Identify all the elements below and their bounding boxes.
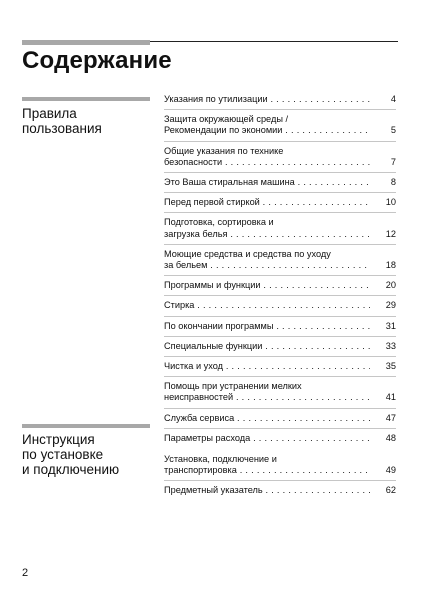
toc-entry-page: 49 [385, 465, 396, 476]
toc-entry[interactable] [164, 485, 396, 496]
toc-separator [164, 172, 396, 173]
toc-entry-line1: Указания по утилизации . . . [164, 94, 370, 105]
toc-entry-line2: неисправностей . . . [164, 392, 370, 403]
section-heading-installation: Инструкция по установке и подключению [22, 432, 120, 477]
toc-entry-page: 12 [385, 228, 396, 239]
toc-entry-title [164, 114, 370, 136]
section-heading-usage: Правила пользования [22, 106, 102, 136]
toc-entry-line1: Служба сервиса . . . [164, 413, 370, 424]
toc-entry[interactable] [164, 146, 396, 168]
toc-separator [164, 275, 396, 276]
section2-rule [22, 424, 150, 428]
toc-entry-page: 10 [385, 197, 396, 208]
toc-entry[interactable] [164, 177, 396, 188]
toc-entry-page: 62 [385, 485, 396, 496]
toc-entry-title [164, 341, 370, 352]
toc-entry[interactable] [164, 217, 396, 239]
toc-entry-title [164, 454, 370, 476]
toc-entry-line1: Защита окружающей среды / [164, 114, 289, 125]
toc-entry-title [164, 197, 370, 208]
toc-entry[interactable] [164, 249, 396, 271]
toc-separator [164, 408, 396, 409]
toc-separator [164, 109, 396, 110]
toc-separator [164, 141, 396, 142]
toc-entry-line1: Это Ваша стиральная машина . . . [164, 177, 370, 188]
toc-entry-page: 48 [385, 432, 396, 443]
toc-separator [164, 316, 396, 317]
toc-entry-title [164, 249, 370, 271]
toc-entry-title [164, 381, 370, 403]
toc-entry[interactable] [164, 413, 396, 424]
toc-entry-page: 29 [385, 300, 396, 311]
toc-entry-title [164, 433, 370, 444]
toc-entry-page: 5 [390, 125, 396, 136]
toc-section-gap [164, 444, 396, 454]
toc-entry-page: 33 [385, 340, 396, 351]
toc-entry[interactable] [164, 381, 396, 403]
toc-entry-line2: Рекомендации по экономии . . . [164, 125, 370, 136]
toc-entry[interactable] [164, 341, 396, 352]
toc-separator [164, 356, 396, 357]
toc-separator [164, 428, 396, 429]
toc-separator [164, 192, 396, 193]
toc-entry-line1: Установка, подключение и [164, 454, 277, 465]
toc-entry-page: 8 [390, 177, 396, 188]
toc-entry-page: 41 [385, 392, 396, 403]
toc-separator [164, 336, 396, 337]
table-of-contents [164, 94, 396, 497]
toc-entry-title [164, 321, 370, 332]
page-title: Содержание [22, 47, 172, 74]
toc-entry-title [164, 485, 370, 496]
toc-entry-line1: Предметный указатель . . . [164, 485, 370, 496]
toc-entry-title [164, 300, 370, 311]
toc-entry-page: 47 [385, 412, 396, 423]
toc-entry-line1: Перед первой стиркой . . . [164, 197, 370, 208]
toc-separator [164, 212, 396, 213]
toc-entry[interactable] [164, 197, 396, 208]
toc-entry-page: 4 [390, 94, 396, 104]
toc-entry-title [164, 177, 370, 188]
toc-entry-title [164, 217, 370, 239]
toc-entry-title [164, 146, 370, 168]
toc-entry-title [164, 361, 370, 372]
toc-entry-line1: Помощь при устранении мелких [164, 381, 302, 392]
toc-entry-line1: Параметры расхода . . . [164, 433, 370, 444]
toc-entry[interactable] [164, 361, 396, 372]
toc-entry-line2: за бельем . . . [164, 260, 370, 271]
toc-entry[interactable] [164, 454, 396, 476]
toc-entry-line2: безопасности . . . [164, 157, 370, 168]
toc-entry-line2: загрузка белья . . . [164, 229, 370, 240]
toc-entry-page: 20 [385, 280, 396, 291]
toc-entry[interactable] [164, 433, 396, 444]
toc-entry[interactable] [164, 321, 396, 332]
toc-separator [164, 376, 396, 377]
toc-entry-line1: Общие указания по технике [164, 145, 284, 156]
toc-entry-page: 31 [385, 320, 396, 331]
title-rule-dark [150, 41, 398, 42]
toc-entry-line2: транспортировка . . . [164, 465, 370, 476]
toc-entry-line1: Специальные функции . . . [164, 341, 370, 352]
toc-entry-page: 18 [385, 260, 396, 271]
toc-entry-line1: Моющие средства и средства по уходу [164, 248, 331, 259]
toc-entry[interactable] [164, 94, 396, 105]
toc-entry[interactable] [164, 280, 396, 291]
toc-entry[interactable] [164, 114, 396, 136]
toc-separator [164, 244, 396, 245]
toc-entry-line1: Программы и функции . . . [164, 280, 370, 291]
toc-entry-title [164, 280, 370, 291]
toc-separator [164, 480, 396, 481]
toc-entry-title [164, 413, 370, 424]
toc-entry[interactable] [164, 300, 396, 311]
toc-entry-page: 35 [385, 361, 396, 372]
page-number: 2 [22, 567, 29, 579]
toc-entry-page: 7 [390, 156, 396, 167]
toc-entry-line1: Стирка . . . [164, 300, 370, 311]
section1-rule [22, 97, 150, 101]
title-rule-gray [22, 40, 150, 45]
toc-entry-line1: Чистка и уход . . . [164, 361, 370, 372]
toc-entry-title [164, 94, 370, 105]
toc-entry-line1: По окончании программы . . . [164, 321, 370, 332]
toc-separator [164, 295, 396, 296]
toc-entry-line1: Подготовка, сортировка и [164, 217, 274, 228]
